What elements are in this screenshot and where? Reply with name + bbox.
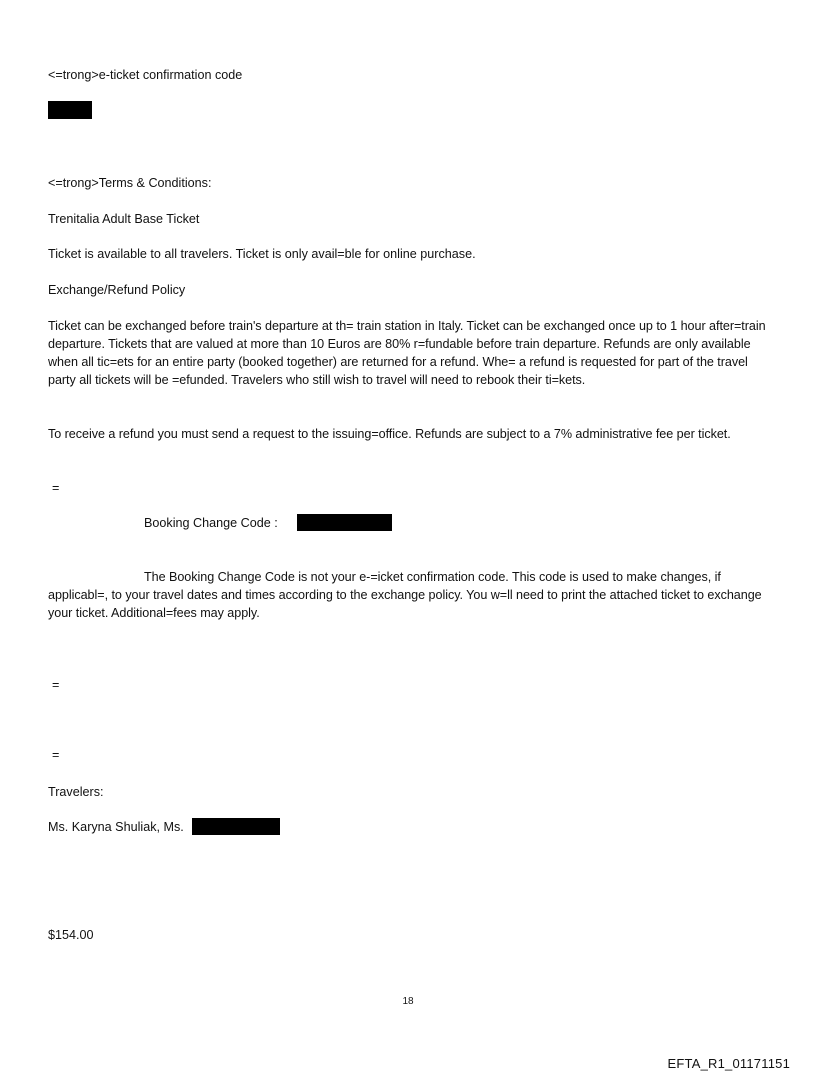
booking-change-label: Booking Change Code : bbox=[144, 516, 278, 530]
booking-change-note: The Booking Change Code is not your e-=icket confirmation code. This code is used to make changes, if applicabl=, to your travel dates and times according to the exchange policy. You w=ll need to print the attached ticket to exchange your ticket. Additional=fees may apply. bbox=[48, 570, 762, 620]
ticket-type: Trenitalia Adult Base Ticket bbox=[48, 212, 200, 226]
bates-stamp: EFTA_R1_01171151 bbox=[667, 1056, 790, 1071]
redacted-confirmation-code bbox=[48, 101, 92, 119]
price: $154.00 bbox=[48, 928, 94, 942]
refund-text: To receive a refund you must send a request to the issuing=office. Refunds are subject to a 7% administrative fee per ticket. bbox=[48, 427, 731, 441]
redacted-traveler-name bbox=[192, 818, 280, 835]
policy-text: Ticket can be exchanged before train's departure at th= train station in Italy. Ticket can be exchanged once up to 1 hour after=train departure. Tickets that are valued at more than 10 Euros are 80% r=fundable before train departure. Refunds are only available when all tic=ets for an entire party (booked together) are returned for a refund. Whe= a refund is requested for part of the travel party all tickets will be =efunded. Travelers who still wish to travel will need to rebook their ti=kets. bbox=[48, 319, 766, 387]
redacted-booking-change-code bbox=[297, 514, 392, 531]
travelers-names: Ms. Karyna Shuliak, Ms. bbox=[48, 820, 184, 834]
travelers-label: Travelers: bbox=[48, 785, 104, 799]
separator: = bbox=[52, 748, 60, 762]
availability-text: Ticket is available to all travelers. Ticket is only avail=ble for online purchase. bbox=[48, 247, 476, 261]
separator: = bbox=[52, 678, 60, 692]
policy-heading: Exchange/Refund Policy bbox=[48, 283, 186, 297]
confirmation-code-heading: <=trong>e-ticket confirmation code bbox=[48, 68, 243, 82]
page-number: 18 bbox=[402, 996, 414, 1007]
separator: = bbox=[52, 481, 60, 495]
terms-heading: <=trong>Terms & Conditions: bbox=[48, 176, 212, 190]
